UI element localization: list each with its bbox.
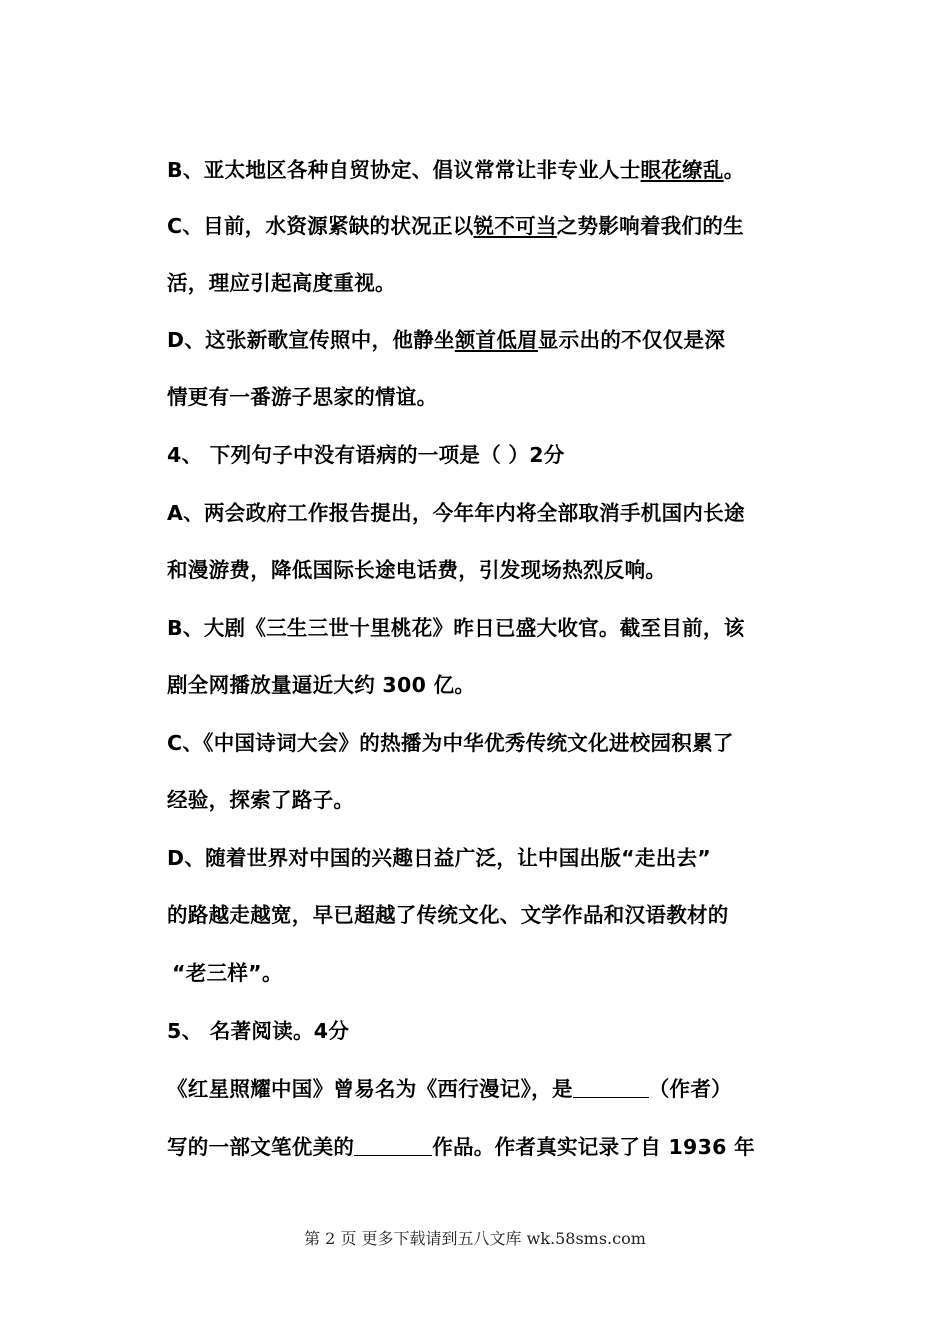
option-3d-line2: 情更有一番游子思家的情谊。 xyxy=(167,385,438,409)
page-footer: 第 2 页 更多下载请到五八文库 wk.58sms.com xyxy=(304,1229,646,1248)
option-4c-line2: 经验，探索了路子。 xyxy=(167,788,355,812)
option-3b-end: 。 xyxy=(723,158,745,182)
question-5-text: 《红星照耀中国》曾易名为《西行漫记》，是 xyxy=(167,1077,573,1101)
underlined-phrase: 眼花缭乱 xyxy=(640,158,724,182)
option-3d-text: D、这张新歌宣传照中，他静坐 xyxy=(167,328,455,352)
underlined-phrase: 颔首低眉 xyxy=(454,328,538,352)
question-5-line2 xyxy=(167,1132,755,1162)
question-5-heading: 5、 名著阅读。4分 xyxy=(167,1019,350,1043)
question-4-heading: 4、 下列句子中没有语病的一项是（ ）2分 xyxy=(167,443,565,467)
option-3c-line2: 活，理应引起高度重视。 xyxy=(167,271,396,295)
option-3b-text: B、亚太地区各种自贸协定、倡议常常让非专业人士 xyxy=(167,158,641,182)
option-4b-line1: B、大剧《三生三世十里桃花》昨日已盛大收官。截至目前，该 xyxy=(167,616,745,640)
option-3b xyxy=(167,155,745,185)
option-4d-line2: 的路越走越宽，早已超越了传统文化、文学作品和汉语教材的 xyxy=(167,903,729,927)
option-3d-text-cont: 显示出的不仅仅是深 xyxy=(537,328,726,352)
genre-blank[interactable] xyxy=(354,1133,432,1156)
option-3c-line1 xyxy=(167,211,744,241)
option-3d-line1 xyxy=(167,325,725,355)
option-3c-text-cont: 之势影响着我们的生 xyxy=(556,214,744,238)
option-4a-line1: A、两会政府工作报告提出，今年年内将全部取消手机国内长途 xyxy=(167,501,745,525)
author-blank[interactable] xyxy=(573,1075,649,1098)
question-5-text-cont: （作者） xyxy=(648,1077,732,1101)
option-4a-line2: 和漫游费，降低国际长途电话费，引发现场热烈反响。 xyxy=(167,558,667,582)
question-5-line1 xyxy=(167,1074,732,1104)
option-4d-line1: D、随着世界对中国的兴趣日益广泛，让中国出版“走出去” xyxy=(167,846,712,870)
underlined-phrase: 锐不可当 xyxy=(473,214,557,238)
option-3c-text: C、目前，水资源紧缺的状况正以 xyxy=(167,214,474,238)
option-4b-line2: 剧全网播放量逼近大约 300 亿。 xyxy=(167,673,476,697)
question-5-text-cont: 作品。作者真实记录了自 1936 年 xyxy=(432,1135,755,1159)
question-5-text: 写的一部文笔优美的 xyxy=(167,1135,355,1159)
option-4d-line3: “老三样”。 xyxy=(172,961,283,985)
option-4c-line1: C、《中国诗词大会》的热播为中华优秀传统文化进校园积累了 xyxy=(167,731,734,755)
